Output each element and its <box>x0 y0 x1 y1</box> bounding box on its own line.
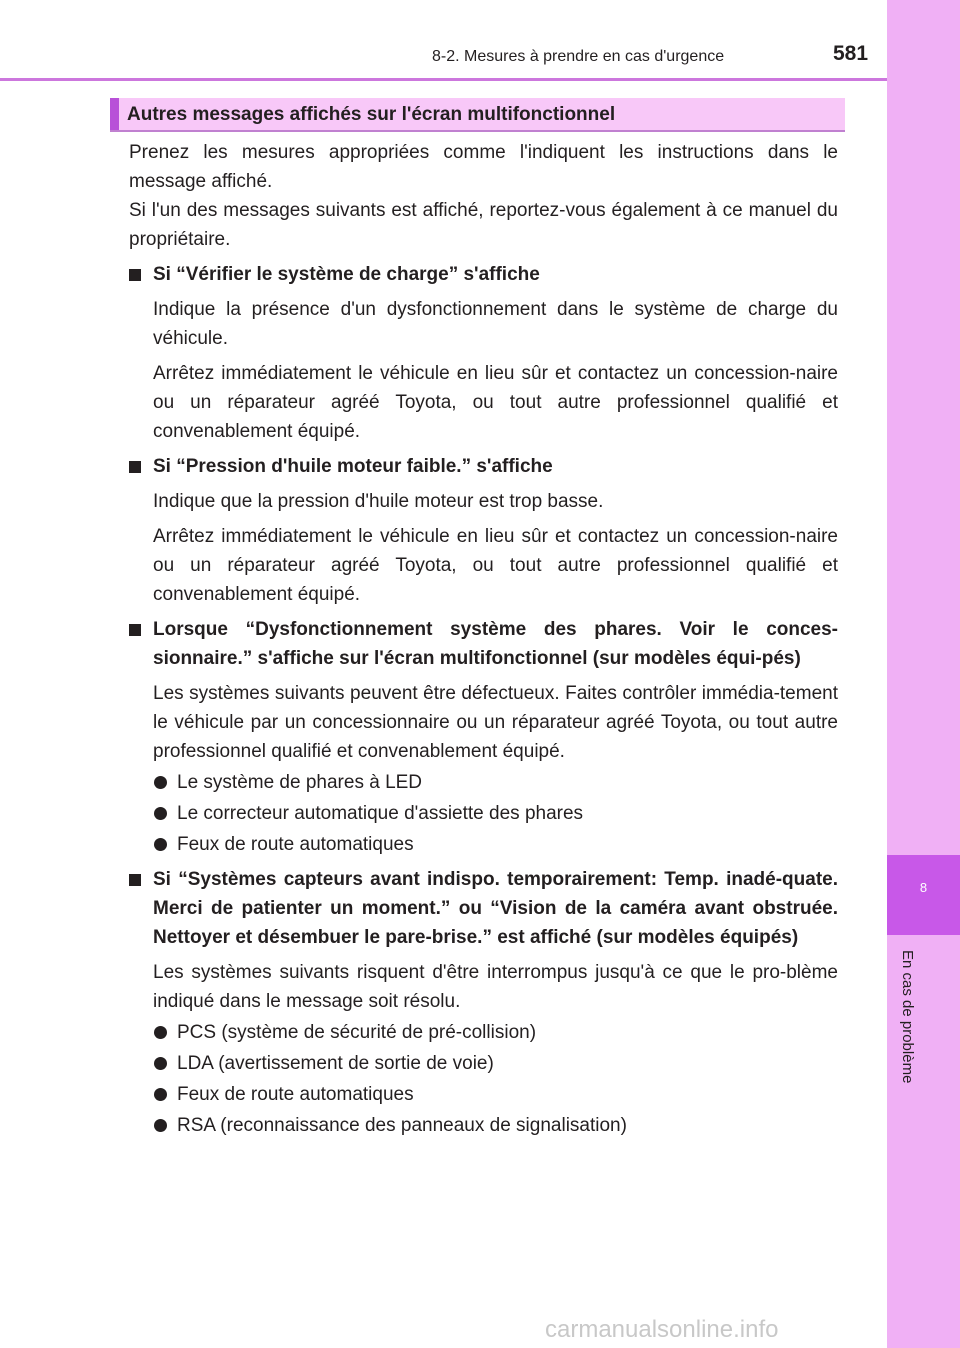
list-item: Le correcteur automatique d'assiette des phares <box>129 799 838 828</box>
chapter-title: En cas de problème <box>899 950 916 1084</box>
chapter-number: 8 <box>919 880 928 895</box>
item-headlight-malfunction <box>129 615 838 859</box>
round-bullet-icon <box>154 838 167 851</box>
section-title: Autres messages affichés sur l'écran multifonctionnel <box>127 104 616 125</box>
item-title: Si “Systèmes capteurs avant indispo. temporairement: Temp. inadé-quate. Merci de patienter un moment.” ou “Vision de la caméra avant obstruée. Nettoyer et désembuer le pare-brise.” est affiché (sur modèles équipés) <box>153 869 838 948</box>
intro-paragraph: Si l'un des messages suivants est affiché, reportez-vous également à ce manuel du propriétaire. <box>129 200 838 250</box>
item-paragraph: Arrêtez immédiatement le véhicule en lieu sûr et contactez un concession-naire ou un réparateur agréé Toyota, ou tout autre professionnel qualifié et convenablement équipé. <box>153 363 838 442</box>
header-section-title: 8-2. Mesures à prendre en cas d'urgence <box>432 48 725 65</box>
item-charge-system <box>129 260 838 446</box>
page-content <box>129 138 838 1140</box>
item-paragraph: Les systèmes suivants peuvent être défectueux. Faites contrôler immédia-tement le véhicule par un concessionnaire ou un réparateur agréé Toyota, ou tout autre professionnel qualifié et convenablement équipé. <box>153 683 838 762</box>
header-rule <box>0 78 887 81</box>
item-paragraph: Indique que la pression d'huile moteur est trop basse. <box>153 491 604 512</box>
list-item: Feux de route automatiques <box>129 830 838 859</box>
item-paragraph: Indique la présence d'un dysfonctionnement dans le système de charge du véhicule. <box>153 299 838 349</box>
item-heading <box>129 865 838 952</box>
item-heading <box>129 260 838 289</box>
item-title: Si “Pression d'huile moteur faible.” s'affiche <box>153 456 553 477</box>
page-number: 581 <box>833 42 869 65</box>
section-title-box <box>110 98 845 132</box>
round-bullet-icon <box>154 776 167 789</box>
item-front-sensors <box>129 865 838 1140</box>
round-bullet-icon <box>154 807 167 820</box>
round-bullet-icon <box>154 1119 167 1132</box>
list-item: RSA (reconnaissance des panneaux de signalisation) <box>129 1111 838 1140</box>
square-bullet-icon <box>129 461 141 473</box>
list-item: Le système de phares à LED <box>129 768 838 797</box>
item-heading <box>129 615 838 673</box>
round-bullet-icon <box>154 1026 167 1039</box>
chapter-tab-active[interactable] <box>887 855 960 935</box>
item-paragraph: Arrêtez immédiatement le véhicule en lieu sûr et contactez un concession-naire ou un réparateur agréé Toyota, ou tout autre professionnel qualifié et convenablement équipé. <box>153 526 838 605</box>
watermark[interactable]: carmanualsonline.info <box>545 1316 779 1343</box>
intro-paragraph: Prenez les mesures appropriées comme l'indiquent les instructions dans le message affiché. <box>129 142 838 192</box>
list-item: LDA (avertissement de sortie de voie) <box>129 1049 838 1078</box>
square-bullet-icon <box>129 269 141 281</box>
item-title: Si “Vérifier le système de charge” s'affiche <box>153 264 540 285</box>
round-bullet-icon <box>154 1088 167 1101</box>
item-oil-pressure <box>129 452 838 609</box>
square-bullet-icon <box>129 874 141 886</box>
list-item: PCS (système de sécurité de pré-collision) <box>129 1018 838 1047</box>
item-heading <box>129 452 838 481</box>
list-item: Feux de route automatiques <box>129 1080 838 1109</box>
item-title: Lorsque “Dysfonctionnement système des phares. Voir le conces-sionnaire.” s'affiche sur l'écran multifonctionnel (sur modèles équi-pés) <box>153 619 838 669</box>
round-bullet-icon <box>154 1057 167 1070</box>
section-title-accent <box>110 98 119 130</box>
item-paragraph: Les systèmes suivants risquent d'être interrompus jusqu'à ce que le pro-blème indiqué dans le message soit résolu. <box>153 962 838 1012</box>
square-bullet-icon <box>129 624 141 636</box>
